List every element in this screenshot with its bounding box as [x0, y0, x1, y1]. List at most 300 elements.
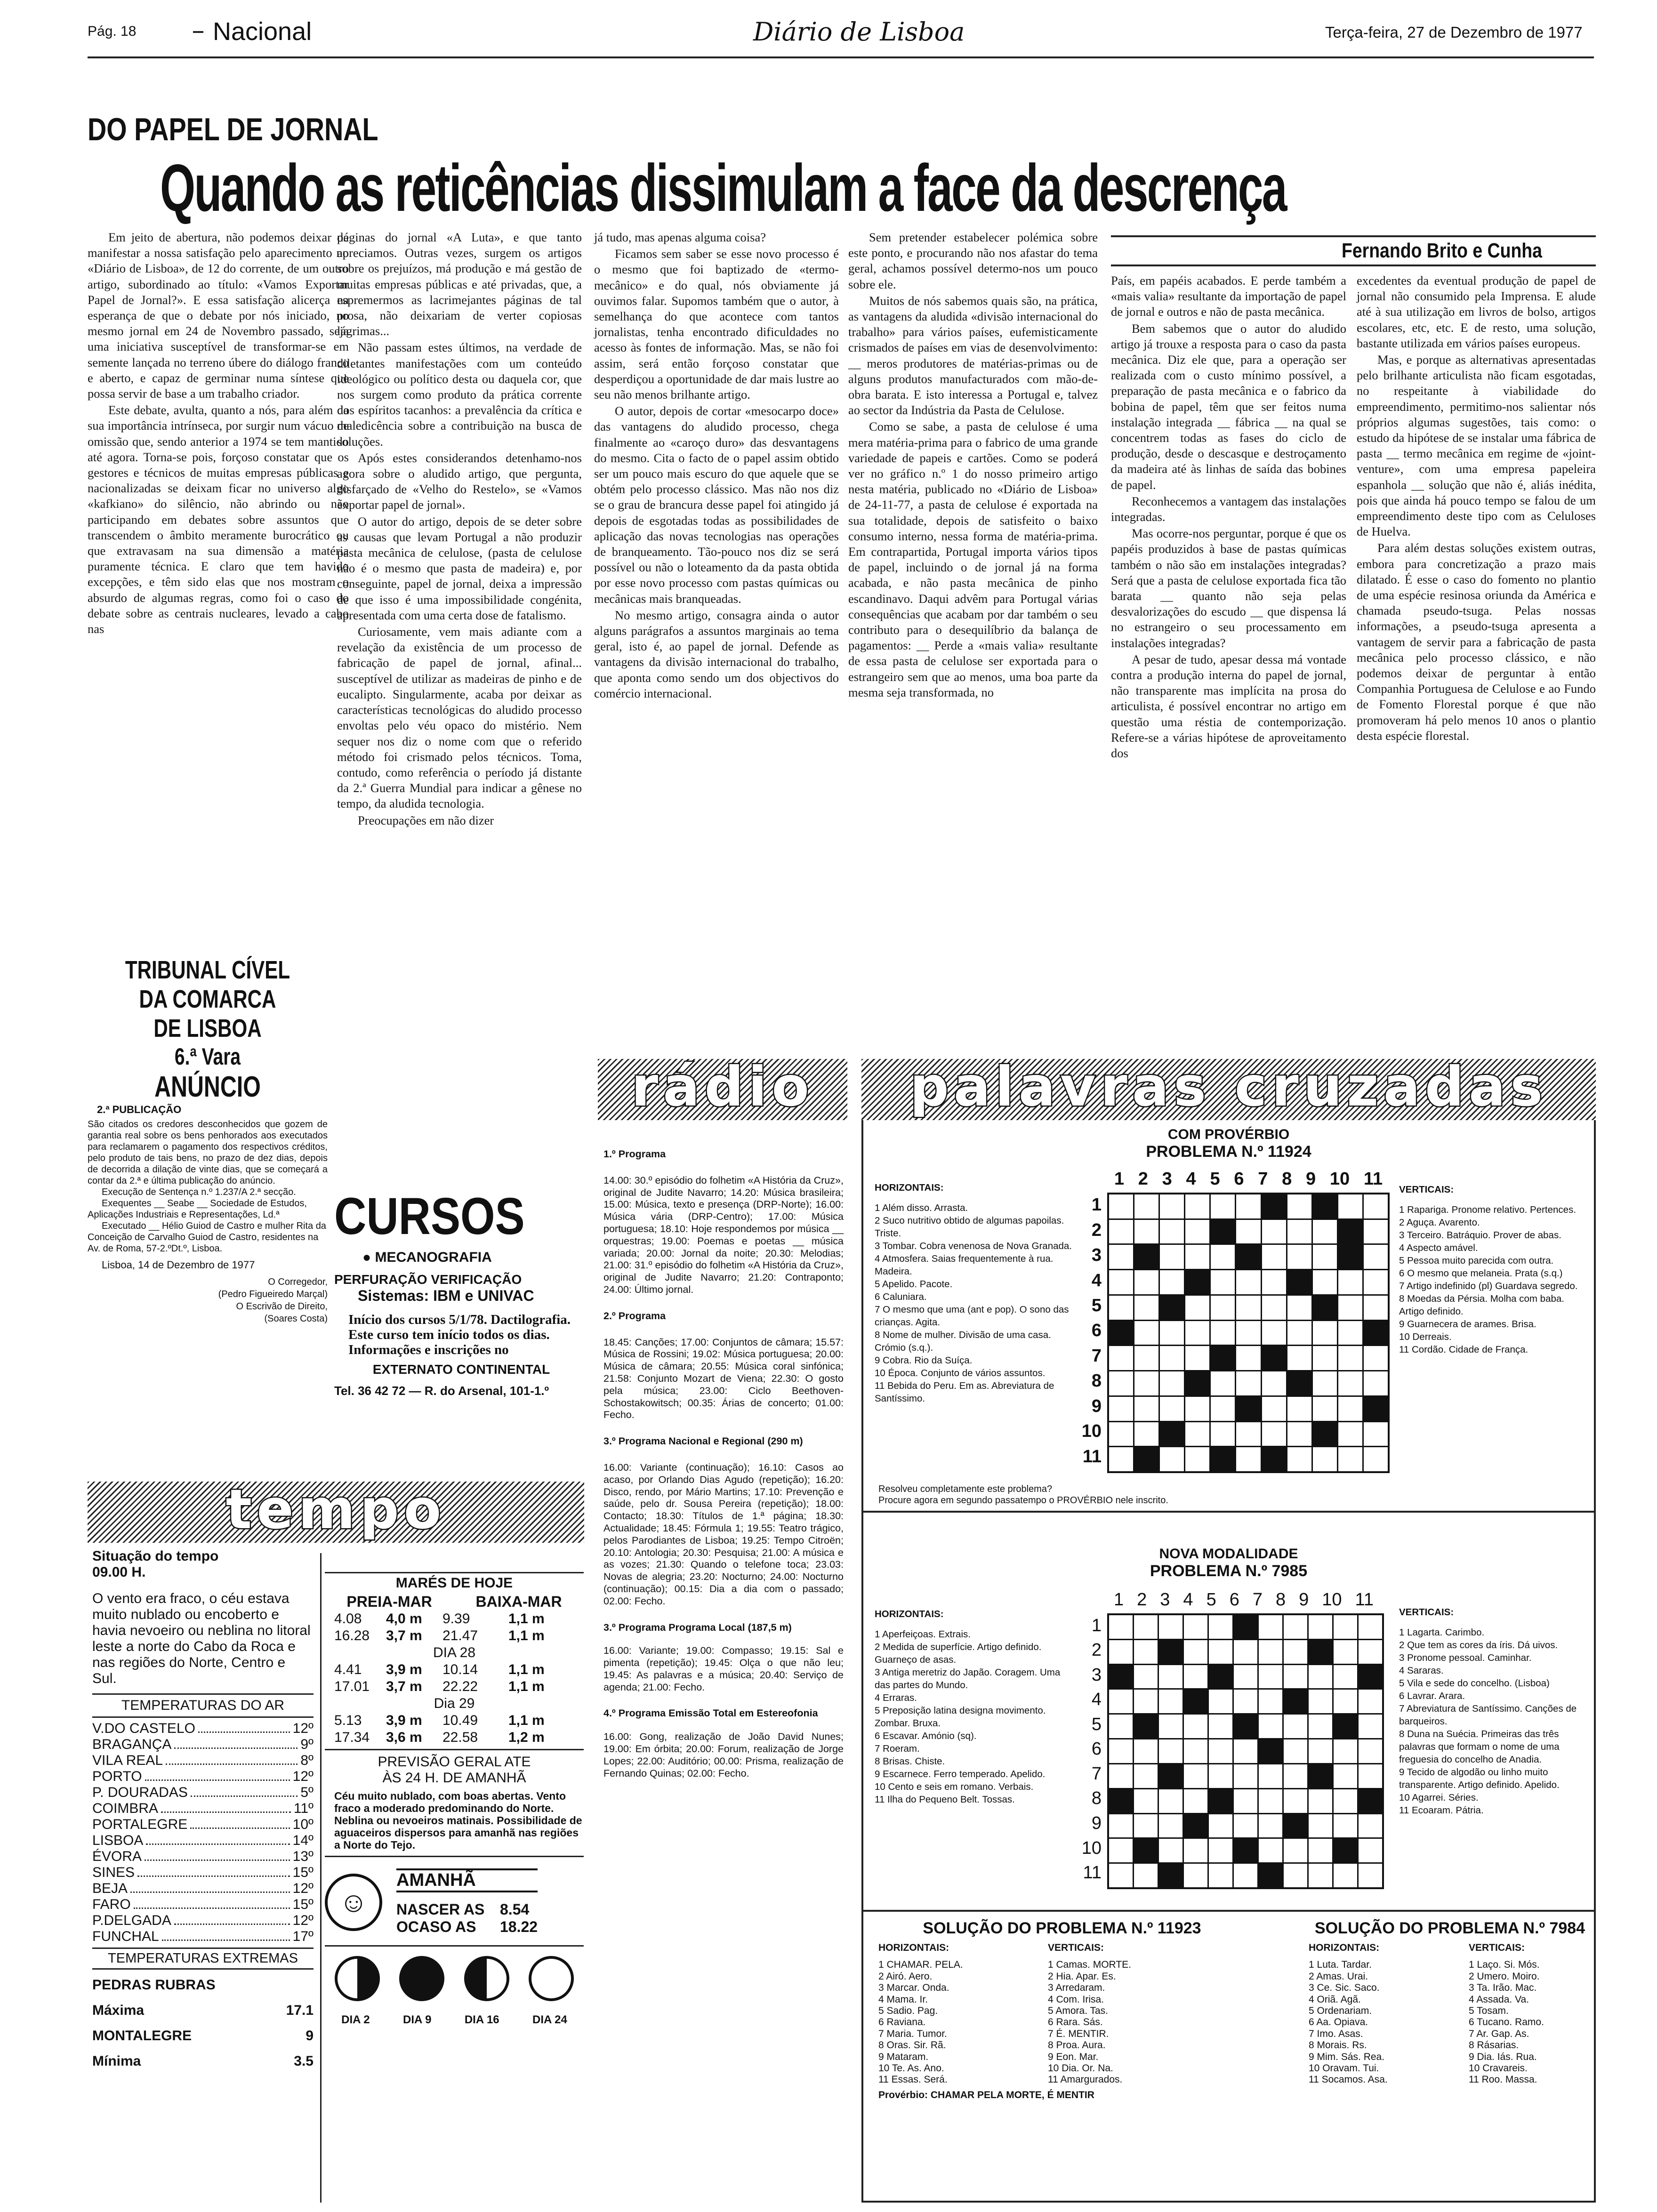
grid-cell[interactable]: [1109, 1194, 1133, 1218]
grid-cell[interactable]: [1338, 1371, 1362, 1395]
grid-cell[interactable]: [1234, 1739, 1257, 1763]
tide-cell: 3,7 m: [386, 1628, 422, 1643]
grid-cell[interactable]: [1184, 1839, 1207, 1862]
grid-cell[interactable]: [1338, 1422, 1362, 1446]
grid-cell[interactable]: [1236, 1447, 1260, 1471]
grid-index: 11: [1083, 1863, 1102, 1883]
grid-cell[interactable]: [1236, 1220, 1260, 1244]
grid-cell[interactable]: [1364, 1346, 1388, 1370]
grid-cell[interactable]: [1287, 1245, 1311, 1269]
grid-cell[interactable]: [1159, 1839, 1182, 1862]
grid-cell[interactable]: [1184, 1864, 1207, 1887]
prev-title: ÀS 24 H. DE AMANHÃ: [382, 1770, 526, 1786]
temperature-row: [92, 1929, 314, 1945]
grid-cell[interactable]: [1159, 1814, 1182, 1838]
temperature-value: 15º: [292, 1865, 314, 1880]
tide-day: Dia 29: [434, 1696, 475, 1711]
grid-cell[interactable]: [1259, 1789, 1282, 1813]
clue-item: 6 O mesmo que melaneia. Prata (s.q.): [1399, 1268, 1563, 1279]
grid-black-cell: [1262, 1447, 1286, 1471]
grid-cell[interactable]: [1234, 1665, 1257, 1689]
grid-cell[interactable]: [1359, 1864, 1382, 1887]
grid-cell[interactable]: [1134, 1220, 1158, 1244]
tribunal-body: Exequentes __ Seabe __ Sociedade de Estudos, Aplicações Industriais e Representações, Ld.ª: [88, 1198, 307, 1220]
grid-cell[interactable]: [1109, 1270, 1133, 1294]
grid-cell[interactable]: [1359, 1839, 1382, 1862]
grid-cell[interactable]: [1184, 1615, 1207, 1639]
grid-cell[interactable]: [1287, 1422, 1311, 1446]
nascer-value: 8.54: [500, 1901, 530, 1918]
tempo-title: tempo: [225, 1478, 446, 1541]
temperature-dots: [130, 1881, 290, 1893]
grid-cell[interactable]: [1159, 1690, 1182, 1713]
grid-cell[interactable]: [1234, 1764, 1257, 1788]
grid-cell[interactable]: [1211, 1296, 1235, 1320]
grid-cell[interactable]: [1309, 1665, 1332, 1689]
grid-cell[interactable]: [1338, 1270, 1362, 1294]
clue-item: 7 Imo. Asas.: [1309, 2028, 1363, 2039]
grid-cell[interactable]: [1109, 1615, 1133, 1639]
temperature-row: [92, 1833, 314, 1849]
grid-cell[interactable]: [1185, 1321, 1209, 1345]
grid-cell[interactable]: [1185, 1194, 1209, 1218]
grid-cell[interactable]: [1209, 1864, 1232, 1887]
paragraph: já tudo, mas apenas alguma coisa?: [594, 230, 766, 244]
puzzle2-col-numbers: [1107, 1590, 1380, 1610]
grid-cell[interactable]: [1287, 1321, 1311, 1345]
grid-cell[interactable]: [1338, 1397, 1362, 1421]
grid-cell[interactable]: [1134, 1814, 1158, 1838]
clue-item: 2 Medida de superfície. Artigo definido. Guarneço de asas.: [875, 1642, 1042, 1665]
grid-cell[interactable]: [1359, 1814, 1382, 1838]
radio-program-text: 14.00: 30.º episódio do folhetim «A História da Cruz», original de Judite Navarro; 14.20: Música brasileira; 15.00: Música, texto e presença (DRP-Norte); 16.00: Música vária (DRP-Centro); 17.00: Música portuguesa; 18.10: Hoje respondemos por música __ orquestras; 19.00: Poemas e poetas __ música variada; 20.00: Jornal da noite; 20.30: Melodias; 21.00: 31.º episódio do folhetim «A História da Cruz», original de Judite Navarro; 21.20: Contraponto; 24.00: Último jornal.: [603, 1174, 844, 1295]
clue-item: 1 Aperfeiçoas. Extrais.: [875, 1629, 971, 1640]
temperature-city: FARO: [92, 1897, 131, 1912]
grid-cell[interactable]: [1236, 1371, 1260, 1395]
grid-cell[interactable]: [1313, 1220, 1337, 1244]
puzzle2-grid[interactable]: [1107, 1613, 1384, 1889]
grid-cell[interactable]: [1236, 1296, 1260, 1320]
clue-item: 6 Aa. Opiava.: [1309, 2017, 1368, 2028]
baixa-label: BAIXA-MAR: [475, 1593, 562, 1610]
grid-cell[interactable]: [1364, 1270, 1388, 1294]
grid-cell[interactable]: [1211, 1321, 1235, 1345]
grid-cell[interactable]: [1259, 1665, 1282, 1689]
grid-cell[interactable]: [1185, 1245, 1209, 1269]
grid-cell[interactable]: [1160, 1245, 1184, 1269]
tide-cell: 3,9 m: [386, 1713, 422, 1728]
grid-cell[interactable]: [1134, 1789, 1158, 1813]
grid-cell[interactable]: [1184, 1640, 1207, 1664]
paragraph: A pesar de tudo, apesar dessa má vontade contra a produção interna do papel de jornal, não transparente mas implícita na prosa do articulista, é possível encontrar no artigo em questão uma réstia de contemporização. Refere-se a várias hipótese de aproveitamento dos: [1111, 652, 1346, 761]
clue-item: 6 Tucano. Ramo.: [1469, 2017, 1544, 2028]
temps-list: [92, 1721, 314, 1945]
grid-cell[interactable]: [1313, 1346, 1337, 1370]
grid-cell[interactable]: [1159, 1715, 1182, 1738]
clue-item: 9 Guarnecera de arames. Brisa.: [1399, 1319, 1536, 1330]
grid-cell[interactable]: [1134, 1194, 1158, 1218]
grid-cell[interactable]: [1334, 1665, 1357, 1689]
grid-cell[interactable]: [1287, 1397, 1311, 1421]
grid-black-cell: [1236, 1245, 1260, 1269]
grid-cell[interactable]: [1284, 1739, 1307, 1763]
clue-item: 6 Caluniara.: [875, 1291, 927, 1302]
temperature-row: [92, 1881, 314, 1897]
grid-cell[interactable]: [1364, 1296, 1388, 1320]
grid-cell[interactable]: [1359, 1715, 1382, 1738]
grid-cell[interactable]: [1364, 1245, 1388, 1269]
grid-cell[interactable]: [1209, 1839, 1232, 1862]
grid-cell[interactable]: [1211, 1371, 1235, 1395]
temperature-row: [92, 1817, 314, 1833]
tribunal-body: Execução de Sentença n.º 1.237/A 2.ª secção.: [102, 1187, 296, 1197]
grid-cell[interactable]: [1134, 1371, 1158, 1395]
grid-cell[interactable]: [1134, 1397, 1158, 1421]
grid-cell[interactable]: [1262, 1270, 1286, 1294]
grid-cell[interactable]: [1334, 1615, 1357, 1639]
grid-cell[interactable]: [1287, 1194, 1311, 1218]
grid-index: 8: [1091, 1788, 1102, 1809]
grid-black-cell: [1134, 1839, 1158, 1862]
grid-cell[interactable]: [1313, 1447, 1337, 1471]
grid-cell[interactable]: [1109, 1371, 1133, 1395]
grid-cell[interactable]: [1364, 1422, 1388, 1446]
temperature-row: [92, 1769, 314, 1785]
grid-black-cell: [1287, 1371, 1311, 1395]
radio-listings: [603, 1148, 844, 1779]
solution1: [878, 1919, 1246, 2101]
grid-cell[interactable]: [1334, 1739, 1357, 1763]
grid-index: 3: [1162, 1169, 1172, 1189]
grid-cell[interactable]: [1134, 1296, 1158, 1320]
grid-cell[interactable]: [1338, 1346, 1362, 1370]
grid-cell[interactable]: [1262, 1296, 1286, 1320]
grid-cell[interactable]: [1109, 1397, 1133, 1421]
grid-cell[interactable]: [1364, 1220, 1388, 1244]
grid-cell[interactable]: [1160, 1220, 1184, 1244]
grid-cell[interactable]: [1284, 1764, 1307, 1788]
minima-label: Mínima: [92, 2053, 141, 2069]
tide-row: [325, 1661, 584, 1678]
grid-cell[interactable]: [1359, 1640, 1382, 1664]
grid-cell[interactable]: [1259, 1615, 1282, 1639]
grid-cell[interactable]: [1211, 1194, 1235, 1218]
grid-cell[interactable]: [1109, 1715, 1133, 1738]
grid-cell[interactable]: [1209, 1739, 1232, 1763]
grid-cell[interactable]: [1184, 1764, 1207, 1788]
temperature-value: 11º: [293, 1801, 314, 1816]
grid-cell[interactable]: [1309, 1839, 1332, 1862]
temperature-value: 5º: [300, 1785, 314, 1800]
grid-cell[interactable]: [1364, 1194, 1388, 1218]
grid-cell[interactable]: [1185, 1346, 1209, 1370]
clue-item: 5 Pessoa muito parecida com outra.: [1399, 1255, 1554, 1266]
grid-cell[interactable]: [1234, 1864, 1257, 1887]
grid-cell[interactable]: [1160, 1447, 1184, 1471]
grid-cell[interactable]: [1259, 1764, 1282, 1788]
grid-cell[interactable]: [1134, 1739, 1158, 1763]
clue-item: 1 Laço. Si. Mós.: [1469, 1959, 1540, 1971]
clue-item: 6 Escavar. Amónio (sq).: [875, 1731, 977, 1741]
paragraph: O autor do artigo, depois de se deter sobre as causas que levam Portugal a não produzir pasta mecânica de celulose, (pasta de celulose não é o mesmo que pasta de madeira) e, por conseguinte, papel de jornal, deixa a impressão de que isso é uma impossibilidade congénita, apresentada com uma certa dose de fatalismo.: [337, 514, 582, 622]
crossword-frame-left: [861, 1120, 863, 2203]
grid-cell[interactable]: [1313, 1371, 1337, 1395]
grid-cell[interactable]: [1284, 1665, 1307, 1689]
tides-table: [325, 1611, 584, 1746]
grid-black-cell: [1338, 1220, 1362, 1244]
grid-cell[interactable]: [1134, 1665, 1158, 1689]
grid-cell[interactable]: [1284, 1640, 1307, 1664]
grid-cell[interactable]: [1262, 1220, 1286, 1244]
grid-cell[interactable]: [1359, 1764, 1382, 1788]
puzzle2-number: PROBLEMA N.º 7985: [1150, 1562, 1308, 1580]
radio-program-title: 4.º Programa Emissão Total em Estereofonia: [603, 1707, 818, 1719]
grid-cell[interactable]: [1109, 1245, 1133, 1269]
grid-cell[interactable]: [1334, 1789, 1357, 1813]
grid-cell[interactable]: [1160, 1194, 1184, 1218]
moon-day-label: DIA 2: [341, 2013, 370, 2026]
grid-cell[interactable]: [1160, 1270, 1184, 1294]
grid-cell[interactable]: [1109, 1814, 1133, 1838]
grid-cell[interactable]: [1211, 1245, 1235, 1269]
grid-index: 2: [1091, 1220, 1102, 1240]
grid-cell[interactable]: [1234, 1789, 1257, 1813]
grid-cell[interactable]: [1334, 1814, 1357, 1838]
clue-item: 10 Derreais.: [1399, 1331, 1452, 1342]
grid-cell[interactable]: [1134, 1422, 1158, 1446]
tide-cell: 1,2 m: [508, 1730, 545, 1745]
grid-cell[interactable]: [1109, 1346, 1133, 1370]
section-name: Nacional: [213, 17, 312, 46]
grid-cell[interactable]: [1109, 1447, 1133, 1471]
article-headline: Quando as reticências dissimulam a face da descrença: [160, 151, 1286, 225]
grid-cell[interactable]: [1262, 1245, 1286, 1269]
grid-cell[interactable]: [1185, 1220, 1209, 1244]
grid-cell[interactable]: [1287, 1447, 1311, 1471]
moon-day-label: DIA 24: [532, 2013, 567, 2026]
grid-cell[interactable]: [1109, 1422, 1133, 1446]
grid-cell[interactable]: [1234, 1690, 1257, 1713]
grid-cell[interactable]: [1334, 1690, 1357, 1713]
grid-cell[interactable]: [1159, 1665, 1182, 1689]
grid-cell[interactable]: [1160, 1346, 1184, 1370]
grid-cell[interactable]: [1109, 1296, 1133, 1320]
grid-cell[interactable]: [1109, 1690, 1133, 1713]
grid-cell[interactable]: [1287, 1296, 1311, 1320]
grid-cell[interactable]: [1338, 1194, 1362, 1218]
grid-cell[interactable]: [1309, 1739, 1332, 1763]
grid-cell[interactable]: [1134, 1270, 1158, 1294]
grid-cell[interactable]: [1209, 1764, 1232, 1788]
grid-cell[interactable]: [1334, 1864, 1357, 1887]
clue-item: 3 Pronome pessoal. Caminhar.: [1399, 1652, 1532, 1663]
grid-cell[interactable]: [1236, 1422, 1260, 1446]
grid-cell[interactable]: [1236, 1346, 1260, 1370]
grid-index: 6: [1091, 1321, 1102, 1341]
grid-cell[interactable]: [1185, 1422, 1209, 1446]
grid-black-cell: [1234, 1615, 1257, 1639]
grid-black-cell: [1159, 1864, 1182, 1887]
grid-cell[interactable]: [1313, 1397, 1337, 1421]
temperature-value: 12º: [292, 1913, 314, 1928]
clue-item: 11 Ecoaram. Pátria.: [1399, 1805, 1484, 1816]
grid-cell[interactable]: [1184, 1739, 1207, 1763]
grid-cell[interactable]: [1209, 1715, 1232, 1738]
paragraph: Em jeito de abertura, não podemos deixar de manifestar a nossa satisfação pelo aparecimento no «Diário de Lisboa», de 12 do corrente, de um outro artigo, subordinado ao título: «Vamos Exportar Papel de Jornal?». E essa satisfação alicerça na esperança de que o debate por nós iniciado, no mesmo jornal em 24 de Novembro passado, seja uma iniciativa susceptível de transformar-se em semente lançada no terreno úbere do diálogo franco e aberto, e capaz de germinar numa síntese que possa servir de base a um trabalho criador.: [88, 230, 349, 401]
clue-item: 6 Lavrar. Arara.: [1399, 1691, 1465, 1701]
grid-cell[interactable]: [1334, 1764, 1357, 1788]
tribunal-title: 6.ª Vara: [174, 1043, 241, 1070]
grid-cell[interactable]: [1211, 1422, 1235, 1446]
grid-black-cell: [1259, 1864, 1282, 1887]
grid-cell[interactable]: [1109, 1739, 1133, 1763]
grid-cell[interactable]: [1134, 1346, 1158, 1370]
grid-index: 5: [1206, 1590, 1216, 1610]
grid-cell[interactable]: [1309, 1814, 1332, 1838]
temperature-city: P.DELGADA: [92, 1913, 171, 1928]
grid-cell[interactable]: [1159, 1739, 1182, 1763]
clue-item: 1 Lagarta. Carimbo.: [1399, 1627, 1485, 1638]
tide-cell: 3,6 m: [386, 1730, 422, 1745]
grid-cell[interactable]: [1184, 1665, 1207, 1689]
grid-cell[interactable]: [1262, 1422, 1286, 1446]
grid-cell[interactable]: [1262, 1371, 1286, 1395]
grid-cell[interactable]: [1309, 1864, 1332, 1887]
puzzle1-vertical-clues: [1399, 1183, 1587, 1356]
temperature-city: PORTO: [92, 1769, 142, 1784]
masthead: Diário de Lisboa: [753, 17, 965, 47]
grid-cell[interactable]: [1236, 1270, 1260, 1294]
grid-cell[interactable]: [1364, 1447, 1388, 1471]
grid-cell[interactable]: [1359, 1739, 1382, 1763]
grid-cell[interactable]: [1287, 1346, 1311, 1370]
clue-item: 10 Oravam. Tui.: [1309, 2063, 1379, 2074]
grid-cell[interactable]: [1364, 1371, 1388, 1395]
grid-cell[interactable]: [1359, 1690, 1382, 1713]
grid-cell[interactable]: [1287, 1220, 1311, 1244]
grid-cell[interactable]: [1309, 1615, 1332, 1639]
grid-cell[interactable]: [1185, 1447, 1209, 1471]
grid-index: 11: [1355, 1590, 1374, 1610]
temperature-dots: [145, 1769, 290, 1781]
grid-cell[interactable]: [1209, 1690, 1232, 1713]
maxima-label: Máxima: [92, 2003, 145, 2018]
grid-cell[interactable]: [1313, 1270, 1337, 1294]
grid-cell[interactable]: [1284, 1839, 1307, 1862]
cursos-line: PERFURAÇÃO VERIFICAÇÃO: [334, 1272, 522, 1287]
horizontal-label: HORIZONTAIS:: [878, 1942, 949, 1953]
grid-cell[interactable]: [1209, 1615, 1232, 1639]
grid-cell[interactable]: [1284, 1715, 1307, 1738]
grid-cell[interactable]: [1185, 1397, 1209, 1421]
tide-cell: 1,1 m: [508, 1679, 545, 1694]
page-date: Terça-feira, 27 de Dezembro de 1977: [1325, 24, 1583, 41]
grid-cell[interactable]: [1159, 1789, 1182, 1813]
grid-cell[interactable]: [1134, 1615, 1158, 1639]
grid-cell[interactable]: [1160, 1397, 1184, 1421]
clue-item: 1 CHAMAR. PELA.: [878, 1959, 963, 1971]
grid-cell[interactable]: [1313, 1321, 1337, 1345]
grid-cell[interactable]: [1259, 1715, 1282, 1738]
grid-cell[interactable]: [1313, 1245, 1337, 1269]
grid-cell[interactable]: [1234, 1640, 1257, 1664]
grid-cell[interactable]: [1159, 1615, 1182, 1639]
grid-cell[interactable]: [1338, 1296, 1362, 1320]
grid-cell[interactable]: [1259, 1690, 1282, 1713]
grid-cell[interactable]: [1185, 1296, 1209, 1320]
grid-cell[interactable]: [1209, 1814, 1232, 1838]
grid-cell[interactable]: [1359, 1615, 1382, 1639]
clue-item: 2 Airó. Aero.: [878, 1971, 933, 1982]
grid-cell[interactable]: [1134, 1864, 1158, 1887]
solution2: [1309, 1919, 1591, 2086]
grid-black-cell: [1309, 1764, 1332, 1788]
grid-cell[interactable]: [1309, 1715, 1332, 1738]
grid-cell[interactable]: [1259, 1839, 1282, 1862]
clue-item: 2 Amas. Urai.: [1309, 1971, 1368, 1982]
grid-cell[interactable]: [1109, 1864, 1133, 1887]
grid-cell[interactable]: [1134, 1690, 1158, 1713]
grid-cell[interactable]: [1262, 1397, 1286, 1421]
grid-cell[interactable]: [1134, 1764, 1158, 1788]
tide-cell: 22.22: [442, 1679, 478, 1694]
grid-cell[interactable]: [1209, 1640, 1232, 1664]
grid-cell[interactable]: [1134, 1321, 1158, 1345]
grid-cell[interactable]: [1160, 1371, 1184, 1395]
grid-cell[interactable]: [1259, 1814, 1282, 1838]
paragraph: Muitos de nós sabemos quais são, na prática, as vantagens da aludida «divisão internacional do trabalho» para vários países, eufemisticamente crismados de países em vias de desenvolvimento: __ meros produtores de matérias-primas ou de alguns produtos manufacturados com mão-de-obra barata. E isto interessa a Portugal e, talvez ao sector da Indústria da Pasta de Celulose.: [848, 293, 1098, 417]
tide-cell: 1,1 m: [508, 1628, 545, 1643]
grid-cell[interactable]: [1134, 1640, 1158, 1664]
grid-cell[interactable]: [1236, 1194, 1260, 1218]
grid-cell[interactable]: [1109, 1220, 1133, 1244]
grid-cell[interactable]: [1109, 1839, 1133, 1862]
grid-cell[interactable]: [1284, 1615, 1307, 1639]
clue-item: 6 Rara. Sás.: [1048, 2017, 1103, 2028]
grid-cell[interactable]: [1338, 1447, 1362, 1471]
grid-cell[interactable]: [1284, 1789, 1307, 1813]
grid-cell[interactable]: [1284, 1864, 1307, 1887]
grid-cell[interactable]: [1211, 1397, 1235, 1421]
temperature-city: FUNCHAL: [92, 1929, 159, 1944]
grid-cell[interactable]: [1338, 1321, 1362, 1345]
grid-cell[interactable]: [1309, 1690, 1332, 1713]
clue-item: 11 Ilha do Pequeno Belt. Tossas.: [875, 1794, 1015, 1805]
grid-cell[interactable]: [1236, 1321, 1260, 1345]
grid-cell[interactable]: [1309, 1789, 1332, 1813]
grid-cell[interactable]: [1109, 1764, 1133, 1788]
grid-cell[interactable]: [1259, 1640, 1282, 1664]
grid-cell[interactable]: [1262, 1321, 1286, 1345]
tide-cell: 17.01: [334, 1679, 370, 1694]
vertical-label: VERTICAIS:: [1469, 1942, 1525, 1953]
grid-black-cell: [1185, 1371, 1209, 1395]
temperature-dots: [137, 1865, 290, 1877]
grid-black-cell: [1109, 1321, 1133, 1345]
grid-cell[interactable]: [1234, 1814, 1257, 1838]
grid-cell[interactable]: [1184, 1715, 1207, 1738]
puzzle1-grid[interactable]: [1107, 1193, 1390, 1473]
grid-cell[interactable]: [1334, 1640, 1357, 1664]
grid-cell[interactable]: [1109, 1640, 1133, 1664]
temperature-row: [92, 1865, 314, 1881]
grid-cell[interactable]: [1211, 1270, 1235, 1294]
grid-cell[interactable]: [1184, 1789, 1207, 1813]
temperature-value: 12º: [292, 1721, 314, 1736]
grid-black-cell: [1184, 1814, 1207, 1838]
grid-cell[interactable]: [1160, 1321, 1184, 1345]
temperature-value: 13º: [292, 1849, 314, 1864]
